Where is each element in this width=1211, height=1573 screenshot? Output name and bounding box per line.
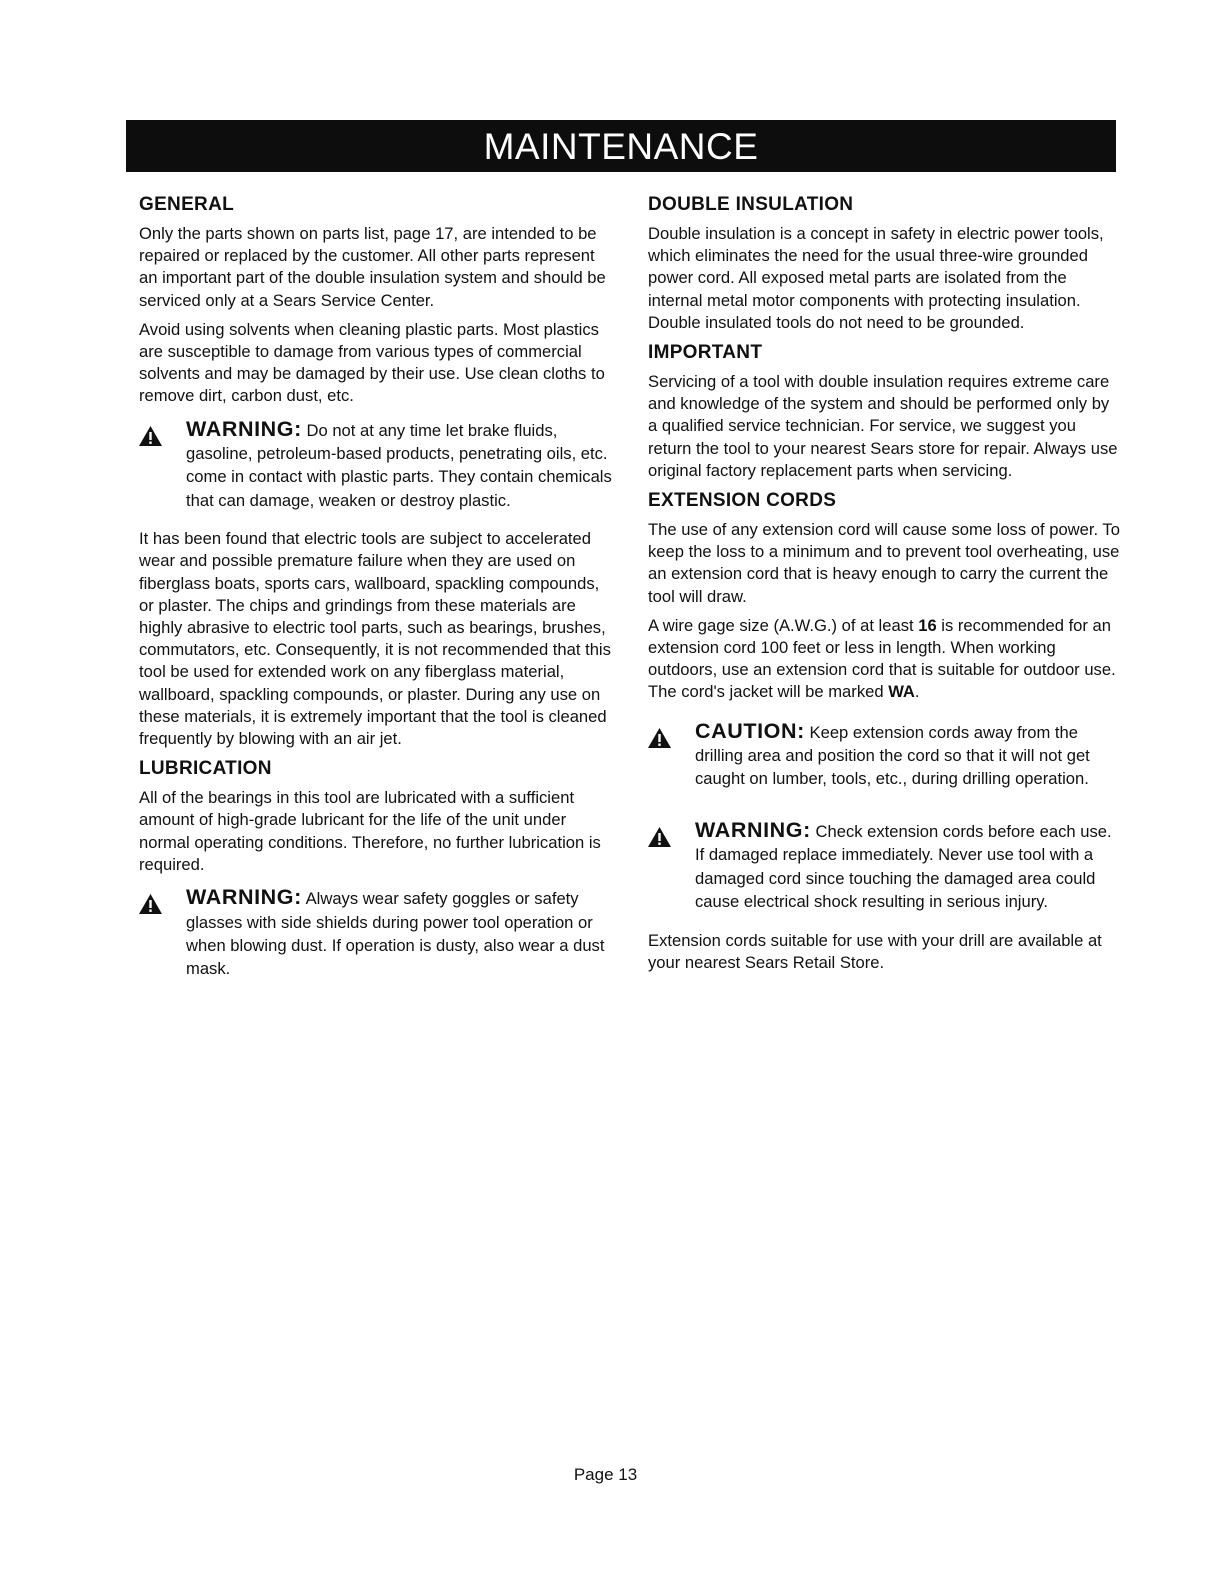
left-column xyxy=(139,193,617,997)
extension-p2-text: A wire gage size (A.W.G.) of at least xyxy=(648,615,919,635)
caution-label: CAUTION: xyxy=(695,718,805,743)
warning-triangle-icon xyxy=(648,728,671,748)
warning-triangle-icon xyxy=(139,426,162,446)
warning-text xyxy=(186,418,617,513)
warning-triangle-icon xyxy=(139,894,162,914)
warning-block-goggles xyxy=(139,886,617,981)
warning-body: Do not at any time let brake fluids, gasoline, petroleum-based products, penetrating oils, etc. come in contact with plastic parts. They contain chemicals that can damage, weaken or destroy plastic. xyxy=(186,420,612,510)
warning-text xyxy=(695,819,1123,914)
general-paragraph-2: Avoid using solvents when cleaning plastic parts. Most plastics are susceptible to damage from various types of commercial solvents and may be damaged by their use. Use clean cloths to remove dirt, carbon dust, etc. xyxy=(139,319,605,406)
warning-triangle-icon xyxy=(648,827,671,847)
extension-paragraph-3: Extension cords suitable for use with your drill are available at your nearest Sears Retail Store. xyxy=(648,930,1102,972)
warning-label: WARNING: xyxy=(186,885,302,910)
extension-p2-text: is recommended for an extension cord 100 feet or less in length. When working outdoors, use an extension cord that is suitable for outdoor use. The cord's jacket will be marked xyxy=(648,615,1116,702)
warning-body: Always wear safety goggles or safety glasses with side shields during power tool operation or when blowing dust. If operation is dusty, also wear a dust mask. xyxy=(186,889,605,979)
maintenance-banner xyxy=(126,120,1116,172)
important-heading: IMPORTANT xyxy=(648,342,763,364)
double-insulation-heading: DOUBLE INSULATION xyxy=(648,194,854,215)
warning-text xyxy=(186,886,617,981)
important-paragraph: Servicing of a tool with double insulation requires extreme care and knowledge of the system and should be performed only by a qualified service technician. For service, we suggest you return the tool to your nearest Sears store for repair. Always use original factory replacement parts when servicing. xyxy=(648,372,1118,480)
extension-p2-text: . xyxy=(914,682,920,702)
double-insulation-paragraph: Double insulation is a concept in safety in electric power tools, which eliminates the need for the usual three-wire grounded power cord. All exposed metal parts are isolated from the internal metal motor components with protecting insulation. Double insulated tools do not need to be grounded. xyxy=(648,224,1104,332)
extension-cords-heading: EXTENSION CORDS xyxy=(648,490,837,512)
caution-body: Keep extension cords away from the drilling area and position the cord so that it will not get caught on lumber, tools, etc., during drilling operation. xyxy=(695,722,1090,789)
warning-label: WARNING: xyxy=(186,416,302,441)
jacket-marking: WA xyxy=(888,682,915,702)
right-column xyxy=(648,193,1123,981)
page-number: Page 13 xyxy=(573,1465,638,1484)
lubrication-paragraph: All of the bearings in this tool are lubricated with a sufficient amount of high-grade lubricant for the life of the unit under normal operating conditions. Therefore, no further lubrication is required. xyxy=(139,788,601,874)
warning-block-cords xyxy=(648,819,1123,914)
caution-block-cords xyxy=(648,720,1123,791)
extension-paragraph-1: The use of any extension cord will cause some loss of power. To keep the loss to a minimum and to prevent tool overheating, use an extension cord that is heavy enough to carry the current the tool will draw. xyxy=(648,520,1120,606)
extension-paragraph-2 xyxy=(648,615,1123,704)
wire-gage-value: 16 xyxy=(918,615,937,635)
general-heading: GENERAL xyxy=(139,194,234,215)
caution-text xyxy=(695,720,1123,791)
general-paragraph-1: Only the parts shown on parts list, page 17, are intended to be repaired or replaced by the customer. All other parts represent an important part of the double insulation system and should be serviced only at a Sears Service Center. xyxy=(139,224,606,310)
warning-block-solvents xyxy=(139,418,617,513)
warning-body: Check extension cords before each use. If damaged replace immediately. Never use tool with a damaged cord since touching the damaged area could cause electrical shock resulting in serious injury. xyxy=(695,821,1112,912)
page-title: MAINTENANCE xyxy=(483,125,759,167)
warning-label: WARNING: xyxy=(695,817,811,842)
general-paragraph-3: It has been found that electric tools are subject to accelerated wear and possible premature failure when they are used on fiberglass boats, sports cars, wallboard, spackling compounds, or plaster. The chips and grindings from these materials are highly abrasive to electric tool parts, such as bearings, brushes, commutators, etc. Consequently, it is not recommended that this tool be used for extended work on any fiberglass material, wallboard, spackling compounds, or plaster. During any use on these materials, it is extremely important that the tool is cleaned frequently by blowing with an air jet. xyxy=(139,529,611,749)
lubrication-heading: LUBRICATION xyxy=(139,758,272,780)
